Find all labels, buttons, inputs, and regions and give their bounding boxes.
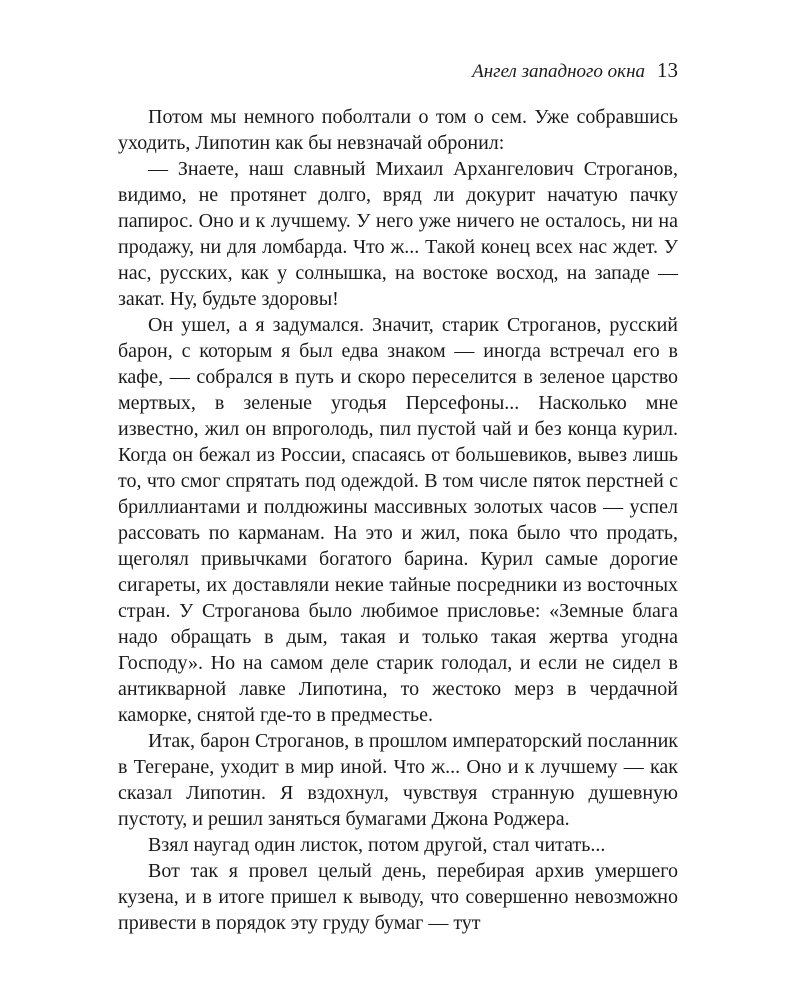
paragraph: Вот так я провел целый день, перебирая архив умершего кузена, и в итоге пришел к выводу, что совершенно невозможно привести в порядок эту груду бумаг — тут: [118, 860, 678, 934]
page-number: 13: [657, 58, 678, 82]
paragraph: Потом мы немного поболтали о том о сем. Уже собравшись уходить, Липотин как бы невзначай обронил:: [118, 106, 678, 154]
paragraph: Он ушел, а я задумался. Значит, старик Строганов, русский барон, с которым я был едва знаком — иногда встречал его в кафе, — собрался в путь и скоро переселится в зеленое царство мертвых, в зеленые угодья Персефоны... Насколько мне известно, жил он впроголодь, пил пустой чай и без конца курил. Когда он бежал из России, спасаясь от большевиков, вывез лишь то, что смог спрятать под одеждой. В том числе пяток перстней с бриллиантами и полдюжины массивных золотых часов — успел рассовать по карманам. На это и жил, пока было что продать, щеголял привычками богатого барина. Курил самые дорогие сигареты, их доставляли некие тайные посредники из восточных стран. У Строганова было любимое присловье: «Земные блага надо обращать в дым, такая и только такая жертва угодна Господу». Но на самом деле старик голодал, и если не сидел в антикварной лавке Липотина, то жестоко мерз в чердачной каморке, снятой где-то в предместье.: [118, 314, 678, 726]
book-page: [118, 58, 678, 936]
paragraph: Взял наугад один листок, потом другой, стал читать...: [148, 834, 606, 856]
paragraph: — Знаете, наш славный Михаил Архангелович Строганов, видимо, не протянет долго, вряд ли докурит начатую пачку папирос. Оно и к лучшему. У него уже ничего не осталось, ни на продажу, ни для ломбарда. Что ж... Такой конец всех нас ждет. У нас, русских, как у солнышка, на востоке восход, на западе — закат. Ну, будьте здоровы!: [118, 158, 678, 310]
body-text: [118, 104, 678, 936]
running-head: [118, 58, 678, 88]
running-title: Ангел западного окна: [472, 61, 645, 82]
paragraph: Итак, барон Строганов, в прошлом императорский посланник в Тегеране, уходит в мир иной. Что ж... Оно и к лучшему — как сказал Липотин. Я вздохнул, чувствуя странную душевную пустоту, и решил заняться бумагами Джона Роджера.: [118, 730, 678, 830]
